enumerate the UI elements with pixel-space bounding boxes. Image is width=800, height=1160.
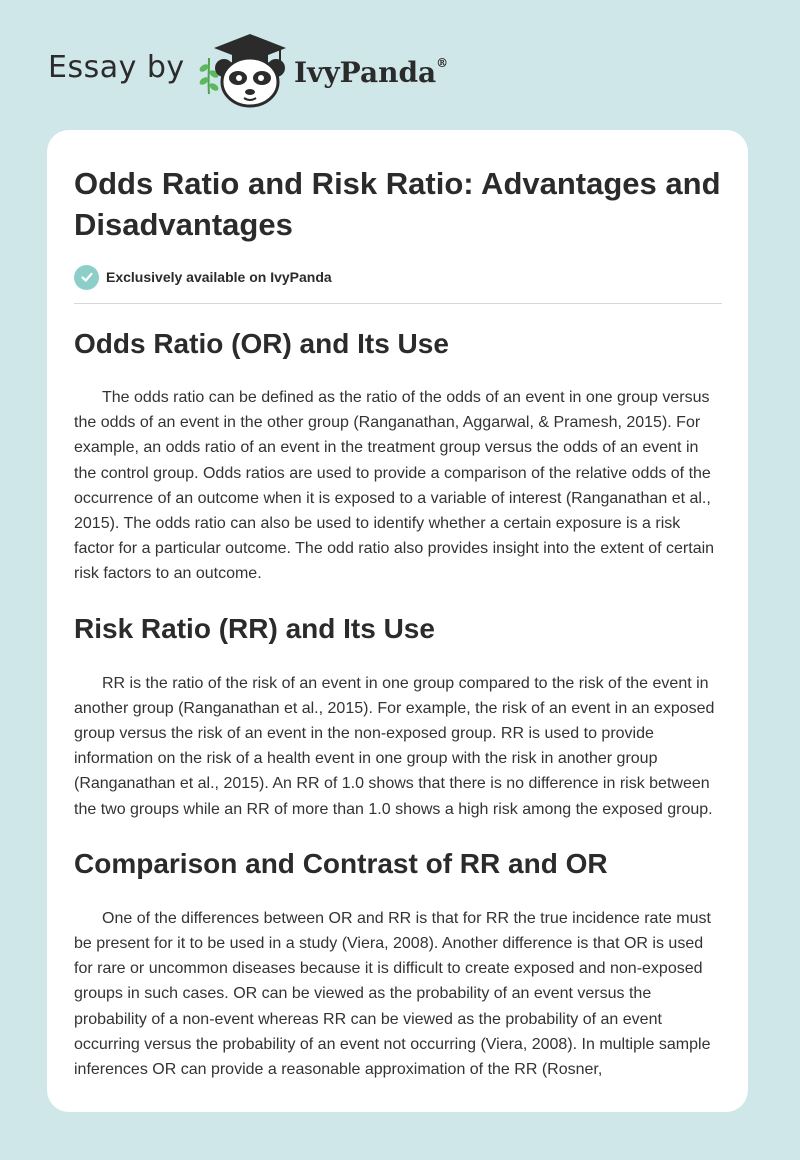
essay-by-label: Essay by <box>48 50 185 85</box>
section-paragraph: RR is the ratio of the risk of an event in one group compared to the risk of the event in another group (Ranganathan et al., 2015). For example, the risk of an event in an exposed group versus the risk of an event in the non-exposed group. RR is used to provide information on the risk of a health event in one group with the risk in another group (Ranganathan et al., 2015). An RR of 1.0 shows that there is no difference in risk between the two groups while an RR of more than 1.0 shows a high risk among the exposed group. <box>74 674 715 818</box>
exclusive-badge <box>74 264 332 290</box>
essay-card <box>47 130 748 1112</box>
panda-graduate-icon <box>210 32 290 108</box>
section-heading: Odds Ratio (OR) and Its Use <box>74 328 449 359</box>
essay-content <box>74 322 724 1082</box>
brand-header <box>48 32 508 112</box>
divider <box>74 303 722 304</box>
section-paragraph: The odds ratio can be defined as the ratio of the odds of an event in one group versus the odds of an event in the other group (Ranganathan, Aggarwal, & Pramesh, 2015). For example, an odds ratio of an event in the treatment group versus the odds of an event in the control group. Odds ratios are used to provide a comparison of the relative odds of the occurrence of an outcome when it is exposed to a variable of interest (Ranganathan et al., 2015). The odds ratio can also be used to identify whether a certain exposure is a risk factor for a particular outcome. The odd ratio also provides insight into the extent of certain risk factors to an outcome. <box>74 389 715 583</box>
page-title: Odds Ratio and Risk Ratio: Advantages and Disadvantages <box>74 166 721 242</box>
check-icon <box>74 265 99 290</box>
brand-name <box>294 56 448 89</box>
brand-name-text: IvyPanda <box>294 56 437 89</box>
section-paragraph: One of the differences between OR and RR is that for RR the true incidence rate must be present for it to be used in a study (Viera, 2008). Another difference is that OR is used for rare or uncommon diseases because it is difficult to create exposed and non-exposed groups in such cases. OR can be viewed as the probability of an event versus the probability of a non-event whereas RR can be viewed as the probability of an event occurring versus the probability of an event not occurring (Viera, 2008). In multiple sample inferences OR can provide a reasonable approximation of the RR (Rosner, <box>74 909 711 1079</box>
section-heading: Risk Ratio (RR) and Its Use <box>74 612 435 644</box>
registered-mark: ® <box>436 56 449 70</box>
badge-text: Exclusively available on IvyPanda <box>106 269 332 285</box>
section-heading: Comparison and Contrast of RR and OR <box>74 847 608 879</box>
